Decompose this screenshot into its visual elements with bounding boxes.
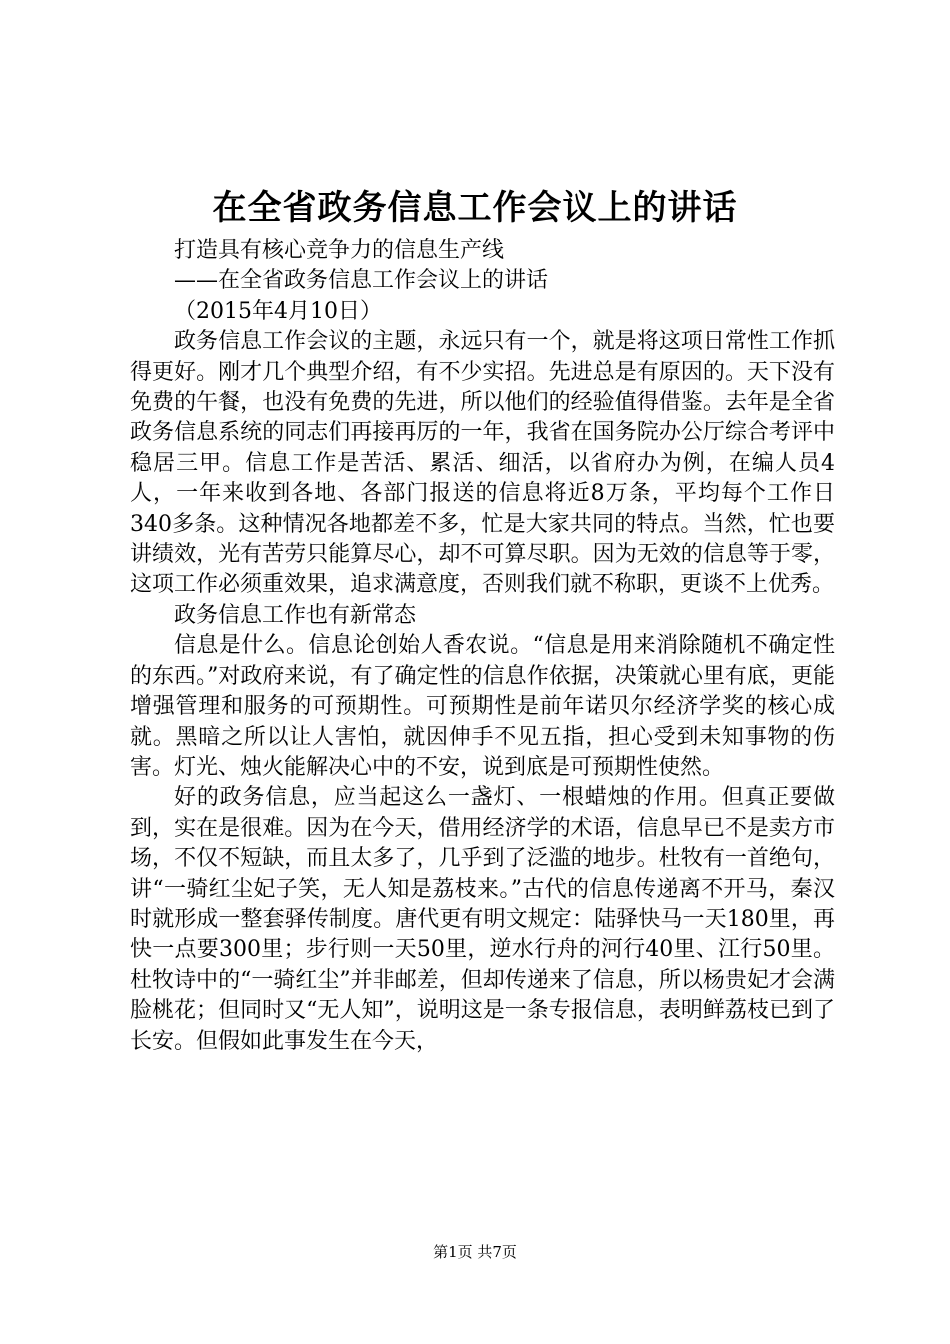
body-paragraph: 信息是什么。信息论创始人香农说。“信息是用来消除随机不确定性的东西。”对政府来说，有了确定性的信息作依据，决策就心里有底，更能增强管理和服务的可预期性。可预期性是前年诺贝尔经济学奖的核心成就。黑暗之所以让人害怕，就因伸手不见五指，担心受到未知事物的伤害。灯光、烛火能解决心中的不安，说到底是可预期性使然。 <box>130 633 835 780</box>
document-title: 在全省政务信息工作会议上的讲话 <box>212 188 738 228</box>
document-body <box>130 236 835 1057</box>
section-heading: 政务信息工作也有新常态 <box>174 602 417 628</box>
subtitle-dash-paragraph: ——在全省政务信息工作会议上的讲话 <box>174 268 549 294</box>
body-paragraph: 政务信息工作会议的主题，永远只有一个，就是将这项日常性工作抓得更好。刚才几个典型介绍，有不少实招。先进总是有原因的。天下没有免费的午餐，也没有免费的先进，所以他们的经验值得借鉴。去年是全省政务信息系统的同志们再接再厉的一年，我省在国务院办公厅综合考评中稳居三甲。信息工作是苦活、累活、细活，以省府办为例，在编人员4人，一年来收到各地、各部门报送的信息将近8万条，平均每个工作日340多条。这种情况各地都差不多，忙是大家共同的特点。当然，忙也要讲绩效，光有苦劳只能算尽心，却不可算尽职。因为无效的信息等于零，这项工作必须重效果，追求满意度，否则我们就不称职，更谈不上优秀。 <box>130 329 835 598</box>
body-paragraph: 好的政务信息，应当起这么一盏灯、一根蜡烛的作用。但真正要做到，实在是很难。因为在今天，借用经济学的术语，信息早已不是卖方市场，不仅不短缺，而且太多了，几乎到了泛滥的地步。杜牧有一首绝句，讲“一骑红尘妃子笑，无人知是荔枝来。”古代的信息传递离不开马，秦汉时就形成一整套驿传制度。唐代更有明文规定：陆驿快马一天180里，再快一点要300里；步行则一天50里，逆水行舟的河行40里、江行50里。杜牧诗中的“一骑红尘”并非邮差，但却传递来了信息，所以杨贵妃才会满脸桃花；但同时又“无人知”，说明这是一条专报信息，表明鲜荔枝已到了长安。但假如此事发生在今天， <box>130 785 835 1054</box>
date-paragraph: （2015年4月10日） <box>174 298 382 324</box>
subtitle-paragraph: 打造具有核心竞争力的信息生产线 <box>174 238 505 263</box>
page-footer: 第1页 共7页 <box>433 1243 517 1261</box>
